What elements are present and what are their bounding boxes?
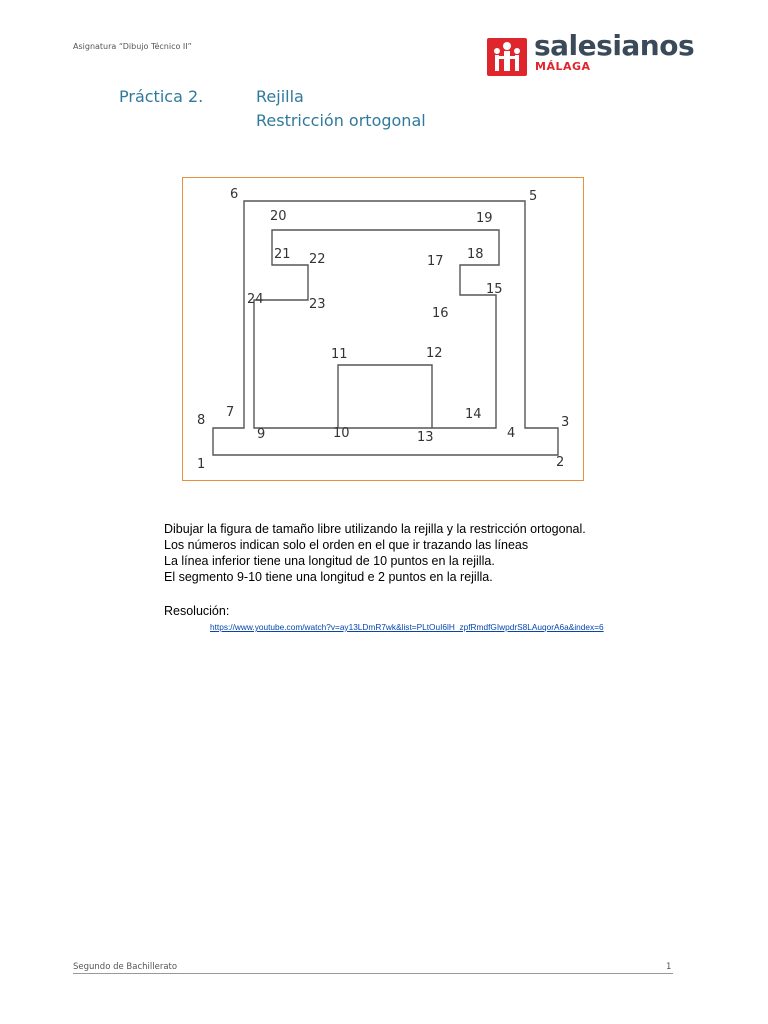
- point-label-4: 4: [507, 426, 516, 441]
- point-label-21: 21: [274, 247, 291, 262]
- point-label-19: 19: [476, 211, 493, 226]
- point-label-6: 6: [230, 187, 239, 202]
- logo-city: MÁLAGA: [535, 60, 591, 73]
- practice-subtitle: Restricción ortogonal: [256, 111, 426, 130]
- point-label-11: 11: [331, 347, 348, 362]
- point-label-15: 15: [486, 282, 503, 297]
- salesianos-logo-icon: [487, 38, 527, 76]
- salesianos-logo: [487, 29, 697, 79]
- point-label-16: 16: [432, 306, 449, 321]
- point-label-1: 1: [197, 457, 206, 472]
- point-label-7: 7: [226, 405, 235, 420]
- instruction-line: Los números indican solo el orden en el que ir trazando las líneas: [164, 538, 529, 552]
- resolution-link[interactable]: https://www.youtube.com/watch?v=ay13LDmR7wk&list=PLtOuI6lH_zpfRmdfGIwpdrS8LAuqorA6a&index=6: [210, 622, 604, 632]
- resolution-label: Resolución:: [164, 604, 230, 618]
- point-label-23: 23: [309, 297, 326, 312]
- point-label-20: 20: [270, 209, 287, 224]
- instruction-line: El segmento 9-10 tiene una longitud e 2 puntos en la rejilla.: [164, 570, 493, 584]
- point-label-2: 2: [556, 455, 565, 470]
- instructions: [164, 521, 586, 585]
- point-label-10: 10: [333, 426, 350, 441]
- grid-figure: [183, 178, 585, 482]
- arch-outline: [338, 365, 432, 428]
- instruction-line: La línea inferior tiene una longitud de 10 puntos en la rejilla.: [164, 554, 495, 568]
- figure-frame: [182, 177, 584, 481]
- point-label-5: 5: [529, 189, 538, 204]
- footer-divider: [73, 973, 673, 974]
- point-label-12: 12: [426, 346, 443, 361]
- practice-label: Práctica 2.: [119, 87, 204, 106]
- inner-outline: [254, 230, 499, 428]
- point-label-18: 18: [467, 247, 484, 262]
- logo-name: salesianos: [534, 29, 695, 62]
- header-subject: Asignatura “Dibujo Técnico II”: [73, 42, 192, 51]
- footer-page-number: 1: [666, 962, 672, 972]
- point-label-13: 13: [417, 430, 434, 445]
- practice-title: Rejilla: [256, 87, 304, 106]
- instruction-line: Dibujar la figura de tamaño libre utilizando la rejilla y la restricción ortogonal.: [164, 522, 586, 536]
- point-label-17: 17: [427, 254, 444, 269]
- point-label-14: 14: [465, 407, 482, 422]
- point-label-9: 9: [257, 427, 266, 442]
- point-label-3: 3: [561, 415, 570, 430]
- outer-outline: [213, 201, 558, 455]
- point-label-22: 22: [309, 252, 326, 267]
- point-label-24: 24: [247, 292, 264, 307]
- point-label-8: 8: [197, 413, 206, 428]
- footer-course: Segundo de Bachillerato: [73, 962, 178, 972]
